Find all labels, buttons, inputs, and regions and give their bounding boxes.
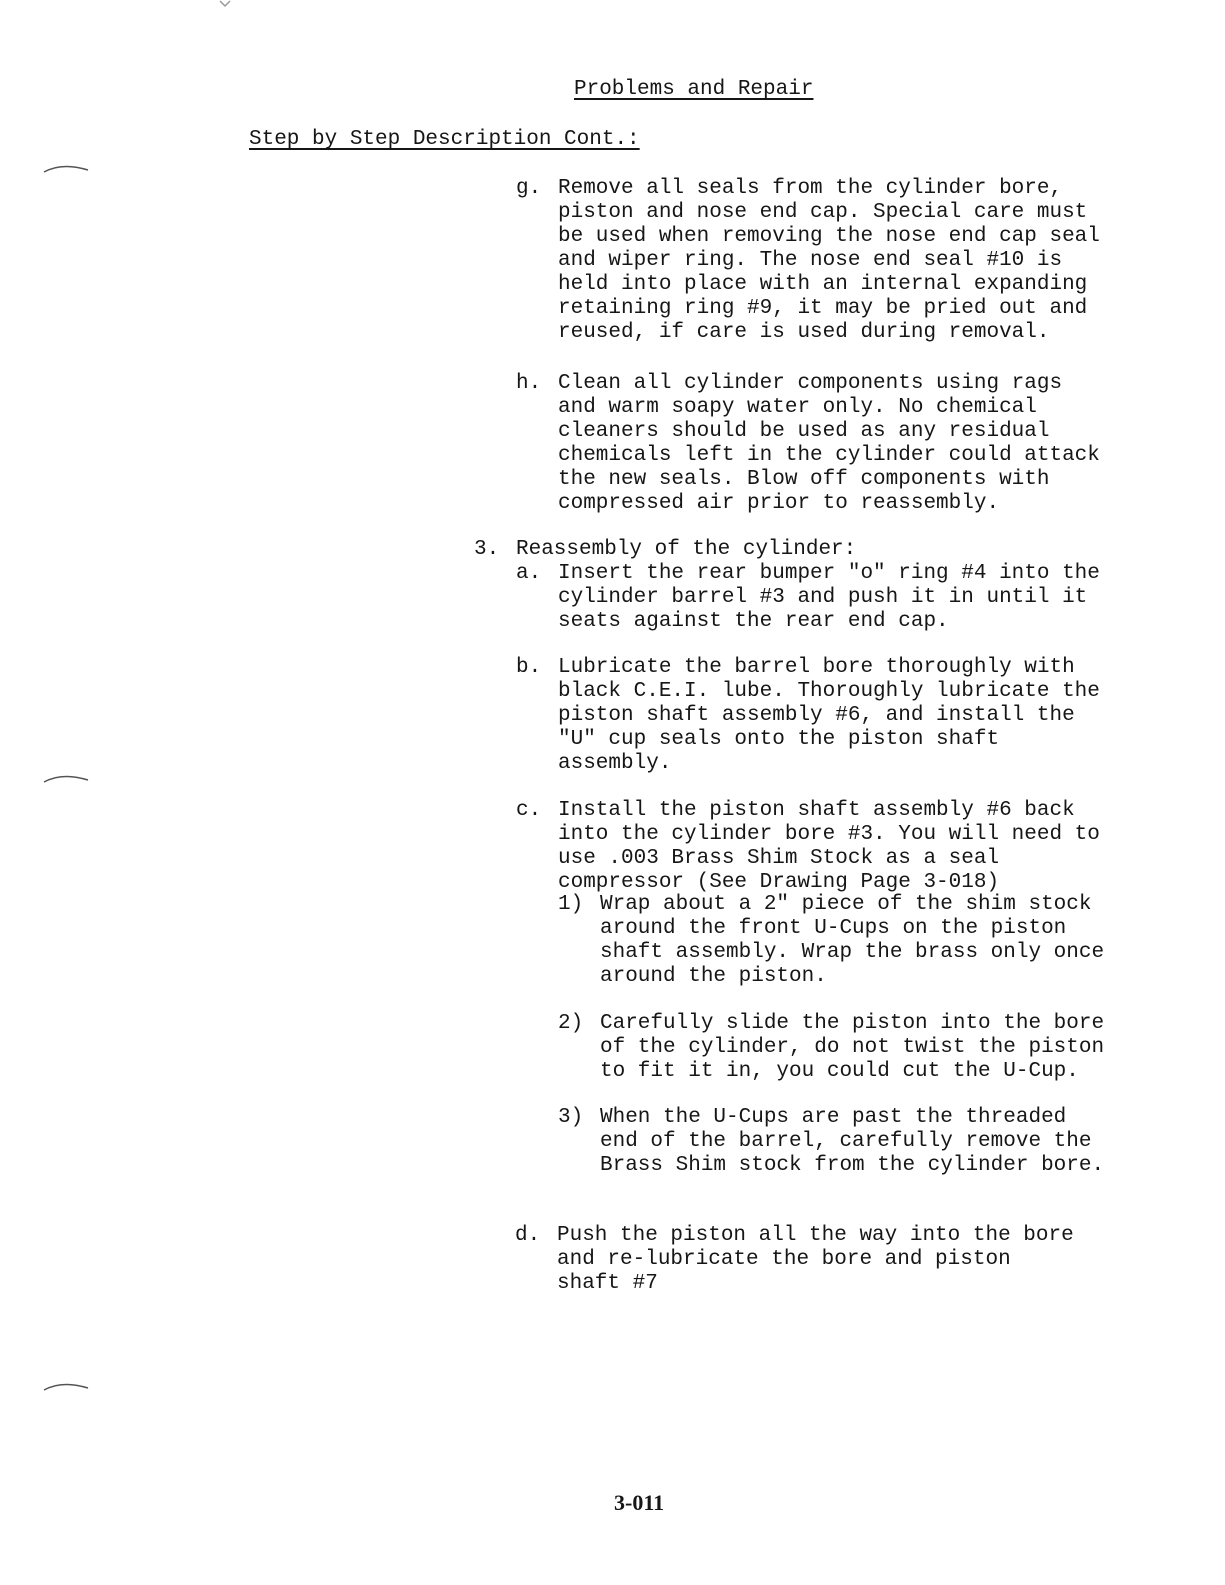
substep-item-2 xyxy=(558,1012,1105,1108)
step-label: g. xyxy=(516,177,542,200)
substep-text: Carefully slide the piston into the bore of the cylinder, do not twist the piston to fit it in, you could cut the U-Cup. xyxy=(600,1012,1105,1083)
substep-item-3 xyxy=(558,1106,1105,1202)
step-text: Reassembly of the cylinder: xyxy=(516,538,857,561)
substep-label: 1) xyxy=(558,893,584,916)
step-item-c xyxy=(516,799,1100,895)
step-label: 3. xyxy=(474,538,500,561)
page-number: 3-011 xyxy=(614,1490,665,1515)
substep-text: Wrap about a 2" piece of the shim stock around the front U-Cups on the piston shaft assembly. Wrap the brass only once around the piston. xyxy=(600,893,1105,988)
step-text: Insert the rear bumper "o" ring #4 into the cylinder barrel #3 and push it in until it seats against the rear end cap. xyxy=(558,562,1100,633)
punch-hole-mark xyxy=(42,160,92,176)
punch-hole-mark xyxy=(42,1378,92,1394)
step-item-g xyxy=(516,177,1100,344)
substep-item-1 xyxy=(558,893,1105,989)
step-item-b xyxy=(516,656,1100,775)
step-label: a. xyxy=(516,562,542,585)
step-label: d. xyxy=(515,1224,541,1247)
substep-label: 2) xyxy=(558,1012,584,1035)
scan-speck xyxy=(218,0,232,8)
section-subtitle: Step by Step Description Cont.: xyxy=(249,128,640,151)
step-item-h xyxy=(516,372,1100,515)
step-text: Lubricate the barrel bore thoroughly with black C.E.I. lube. Thoroughly lubricate the piston shaft assembly #6, and install the "U" cup seals onto the piston shaft assembly. xyxy=(558,656,1100,775)
step-item-a xyxy=(516,562,1100,658)
step-text: Clean all cylinder components using rags and warm soapy water only. No chemical cleaners should be used as any residual chemicals left in the cylinder could attack the new seals. Blow off components with compressed air prior to reassembly. xyxy=(558,372,1100,515)
substep-label: 3) xyxy=(558,1106,584,1129)
step-label: b. xyxy=(516,656,542,679)
step-text: Push the piston all the way into the bore and re-lubricate the bore and piston shaft #7 xyxy=(557,1224,1074,1295)
step-item-d xyxy=(515,1224,1074,1320)
step-label: h. xyxy=(516,372,542,395)
step-text: Install the piston shaft assembly #6 back into the cylinder bore #3. You will need to use .003 Brass Shim Stock as a seal compressor (See Drawing Page 3-018) xyxy=(558,799,1100,894)
step-label: c. xyxy=(516,799,542,822)
punch-hole-mark xyxy=(42,770,92,786)
substep-text: When the U-Cups are past the threaded end of the barrel, carefully remove the Brass Shim stock from the cylinder bore. xyxy=(600,1106,1105,1177)
step-text: Remove all seals from the cylinder bore, piston and nose end cap. Special care must be used when removing the nose end cap seal and wiper ring. The nose end seal #10 is held into place with an internal expanding retaining ring #9, it may be pried out and reused, if care is used during removal. xyxy=(558,177,1100,344)
page-title: Problems and Repair xyxy=(574,78,814,101)
